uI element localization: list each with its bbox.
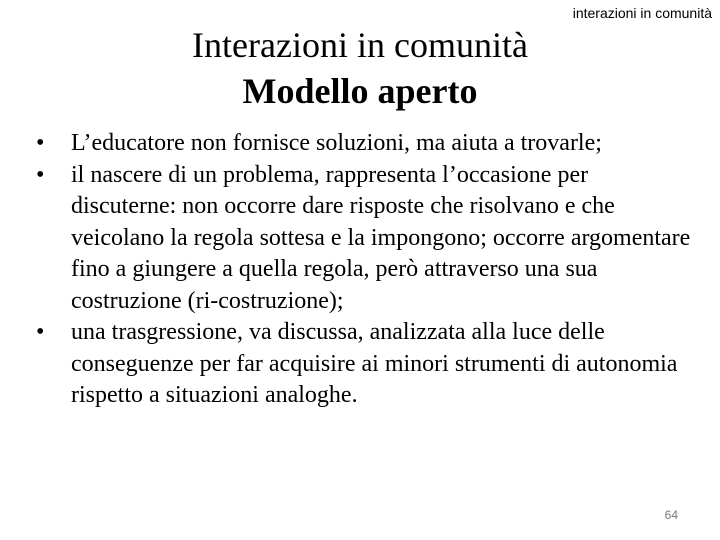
bullet-marker: • xyxy=(36,319,45,345)
bullet-text: L’educatore non fornisce soluzioni, ma aiuta a trovarle; xyxy=(71,130,602,156)
bullet-list xyxy=(36,128,696,412)
bullet-item xyxy=(36,160,696,318)
title-line-1: Interazioni in comunità xyxy=(192,25,528,65)
title-line-2: Modello aperto xyxy=(242,71,478,111)
bullet-item xyxy=(36,317,696,412)
bullet-item xyxy=(36,128,696,160)
header-tag: interazioni in comunità xyxy=(572,5,712,21)
page-number: 64 xyxy=(664,508,678,522)
bullet-marker: • xyxy=(36,161,45,188)
slide-title xyxy=(120,22,600,114)
bullet-text: il nascere di un problema, rappresenta l’occasione per discuterne: non occorre dare risposte che risolvano e che veicolano la regola sottesa e la impongono; occorre argomentare fino a giungere a quella regola, però attraverso una sua costruzione (ri-costruzione); xyxy=(71,161,691,314)
bullet-marker: • xyxy=(36,130,45,156)
bullet-text: una trasgressione, va discussa, analizzata alla luce delle conseguenze per far acquisire ai minori strumenti di autonomia rispetto a situazioni analoghe. xyxy=(71,319,678,408)
